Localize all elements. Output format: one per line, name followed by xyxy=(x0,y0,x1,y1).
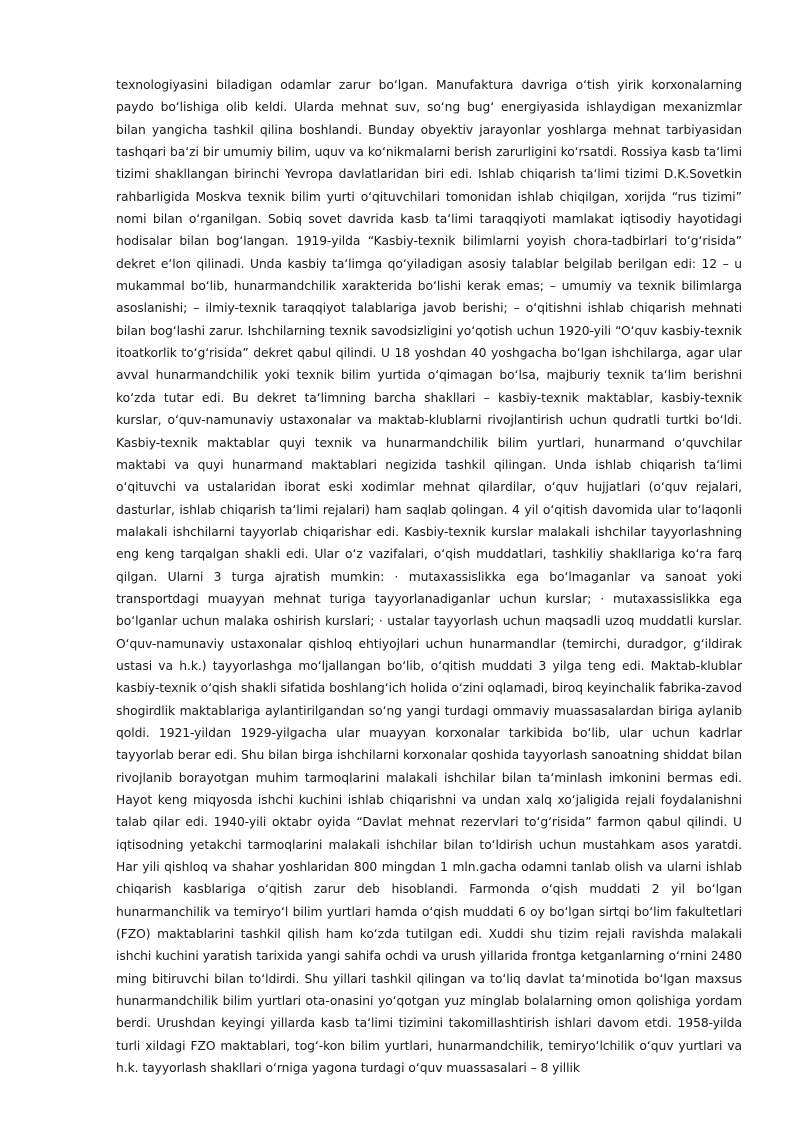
body-paragraph: texnologiyasini biladigan odamlar zarur boʻlgan. Manufaktura davriga oʻtish yirik korxonalarning paydo boʻlishiga olib keldi. Ularda mehnat suv, soʻng bugʻ energiyasida ishlaydigan mexanizmlar bilan yangicha tashkil qilina boshlandi. Bunday obyektiv jarayonlar yoshlarga mehnat tarbiyasidan tashqari baʻzi bir umumiy bilim, uquv va koʻnikmalarni berish zarurligini koʻrsatdi. Rossiya kasb taʻlimi tizimi shakllangan birinchi Yevropa davlatlaridan biri edi. Ishlab chiqarish taʻlimi tizimi D.K.Sovetkin rahbarligida Moskva texnik bilim yurti oʻqituvchilari tomonidan ishlab chiqilgan, xorijda “rus tizimi” nomi bilan oʻrganilgan. Sobiq sovet davrida kasb taʻlimi taraqqiyoti mamlakat iqtisodiy hayotidagi hodisalar bilan bogʻlangan. 1919-yilda “Kasbiy-texnik bilimlarni yoyish chora-tadbirlari toʻgʻrisida” dekret eʻlon qilinadi. Unda kasbiy taʻlimga qoʻyiladigan asosiy talablar belgilab berilgan edi: 12 – u mukammal boʻlib, hunarmandchilik xarakterida boʻlishi kerak emas; – umumiy va texnik bilimlarga asoslanishi; – ilmiy-texnik taraqqiyot talablariga javob berishi; – oʻqitishni ishlab chiqarish mehnati bilan bogʻlashi zarur. Ishchilarning texnik savodsizligini yoʻqotish uchun 1920-yili “Oʻquv kasbiy-texnik itoatkorlik toʻgʻrisida” dekret qabul qilindi. U 18 yoshdan 40 yoshgacha boʻlgan ishchilarga, agar ular avval hunarmandchilik yoki texnik bilim yurtida oʻqimagan boʻlsa, majburiy texnik taʻlim berishni koʻzda tutar edi. Bu dekret taʻlimning barcha shakllari – kasbiy-texnik maktablar, kasbiy-texnik kurslar, oʻquv-namunaviy ustaxonalar va maktab-klublarni rivojlantirish uchun qudratli turtki boʻldi. Kasbiy-texnik maktablar quyi texnik va hunarmandchilik bilim yurtlari, hunarmand oʻquvchilar maktabi va quyi hunarmand maktablari negizida tashkil qilingan. Unda ishlab chiqarish taʻlimi oʻqituvchi va ustalaridan iborat eski xodimlar mehnat qilardilar, oʻquv hujjatlari (oʻquv rejalari, dasturlar, ishlab chiqarish taʻlimi rejalari) ham saqlab qolingan. 4 yil oʻqitish davomida ular toʻlaqonli malakali ishchilarni tayyorlab chiqarishar edi. Kasbiy-texnik kurslar malakali ishchilar tayyorlashning eng keng tarqalgan shakli edi. Ular oʻz vazifalari, oʻqish muddatlari, tashkiliy shakllariga koʻra farq qilgan. Ularni 3 turga ajratish mumkin: · mutaxassislikka ega boʻlmaganlar va sanoat yoki transportdagi muayyan mehnat turiga tayyorlanadiganlar uchun kurslar; · mutaxassislikka ega boʻlganlar uchun malaka oshirish kurslari; · ustalar tayyorlash uchun maqsadli uzoq muddatli kurslar. Oʻquv-namunaviy ustaxonalar qishloq ehtiyojlari uchun hunarmandlar (temirchi, duradgor, gʻildirak ustasi va h.k.) tayyorlashga moʻljallangan boʻlib, oʻqitish muddati 3 yilga teng edi. Maktab-klublar kasbiy-texnik oʻqish shakli sifatida boshlangʻich holida oʻzini oqlamadi, biroq keyinchalik fabrika-zavod shogirdlik maktablariga aylantirilgandan soʻng yangi turdagi ommaviy muassasalardan biriga aylanib qoldi. 1921-yildan 1929-yilgacha ular muayyan korxonalar tarkibida boʻlib, ular uchun kadrlar tayyorlab berar edi. Shu bilan birga ishchilarni korxonalar qoshida tayyorlash sanoatning shiddat bilan rivojlanib borayotgan muhim tarmoqlarini malakali ishchilar bilan taʻminlash imkonini bermas edi. Hayot keng miqyosda ishchi kuchini ishlab chiqarishni va undan xalq xoʻjaligida rejali foydalanishni talab qilar edi. 1940-yili oktabr oyida “Davlat mehnat rezervlari toʻgʻrisida” farmon qabul qilindi. U iqtisodning yetakchi tarmoqlarini malakali ishchilar bilan toʻldirish uchun mustahkam asos yaratdi. Har yili qishloq va shahar yoshlaridan 800 mingdan 1 mln.gacha odamni tanlab olish va ularni ishlab chiqarish kasblariga oʻqitish zarur deb hisoblandi. Farmonda oʻqish muddati 2 yil boʻlgan hunarmanchilik va temiryoʻl bilim yurtlari hamda oʻqish muddati 6 oy boʻlgan sirtqi boʻlim fakultetlari (FZO) maktablarini tashkil qilish ham koʻzda tutilgan edi. Xuddi shu tizim rejali ravishda malakali ishchi kuchini yaratish tarixida yangi sahifa ochdi va urush yillarida frontga ketganlarning oʻrnini 2480 ming bitiruvchi bilan toʻldirdi. Shu yillari tashkil qilingan va toʻliq davlat taʻminotida boʻlgan maxsus hunarmandchilik bilim yurtlari ota-onasini yoʻqotgan yuz minglab bolalarning omon qolishiga yordam berdi. Urushdan keyingi yillarda kasb taʻlimi tizimini takomillashtirish ishlari davom etdi. 1958-yilda turli xildagi FZO maktablari, togʻ-kon bilim yurtlari, hunarmandchilik, temiryoʻlchilik oʻquv yurtlari va h.k. tayyorlash shakllari oʻrniga yagona turdagi oʻquv muassasalari – 8 yillik xyxy=(116,78,742,1076)
document-page xyxy=(116,74,742,1079)
